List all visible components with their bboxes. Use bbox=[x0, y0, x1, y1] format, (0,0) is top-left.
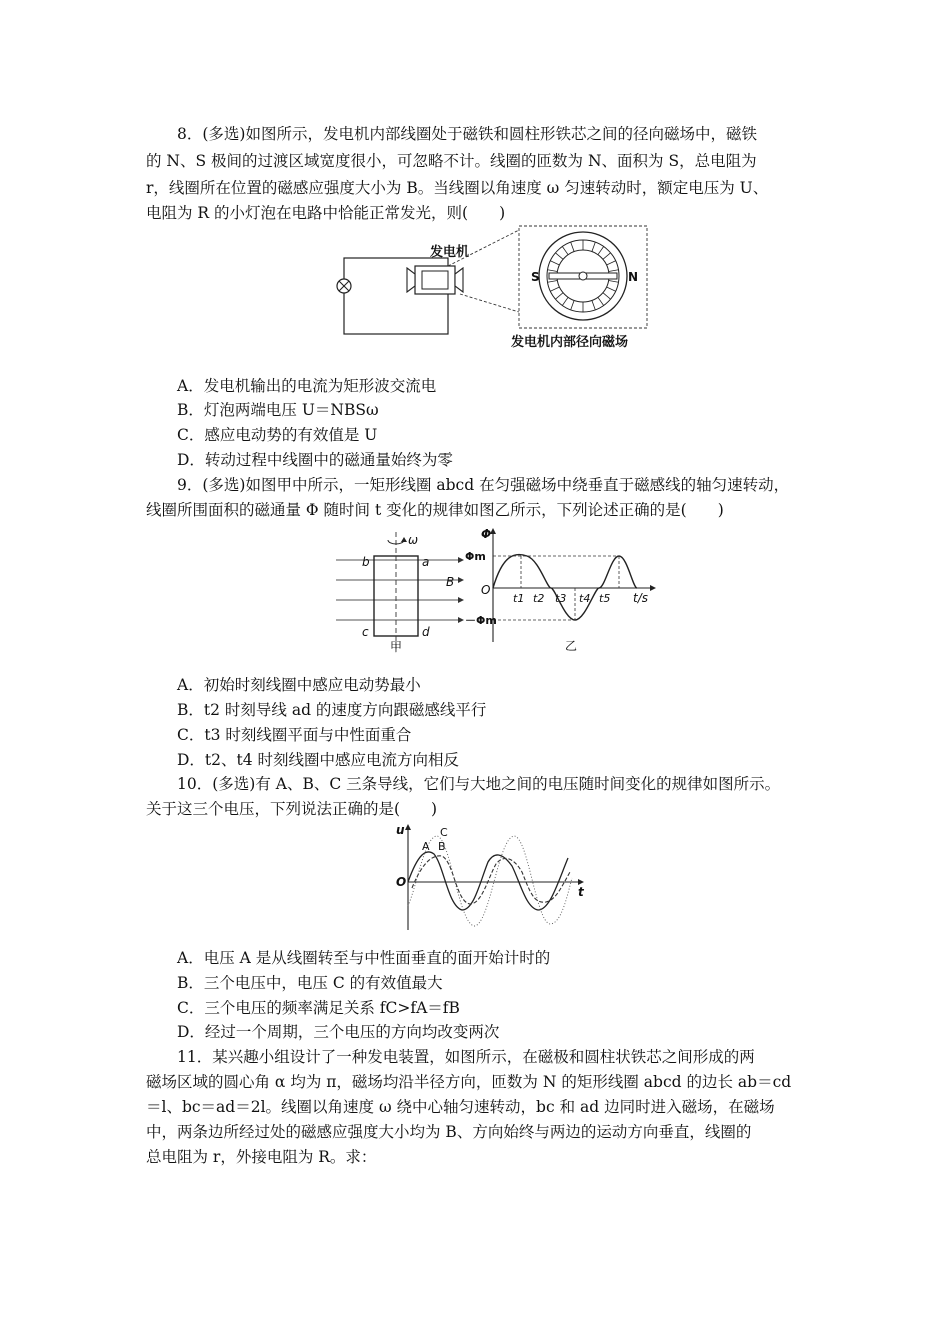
ts-axis-label: t/s bbox=[633, 591, 648, 605]
q11-line-1: 11．某兴趣小组设计了一种发电装置，如图所示，在磁极和圆柱状铁芯之间形成的两 bbox=[177, 1048, 755, 1066]
curve-c-label: C bbox=[440, 826, 448, 839]
q10-option-b: B．三个电压中，电压 C 的有效值最大 bbox=[177, 974, 443, 992]
generator-label: 发电机 bbox=[430, 245, 470, 260]
t-axis-label: t bbox=[578, 885, 584, 899]
q9-option-d: D．t2、t4 时刻线圈中感应电流方向相反 bbox=[177, 751, 460, 769]
phim-label: Φm bbox=[465, 550, 486, 563]
phi-axis-label: Φ bbox=[481, 527, 492, 541]
t5-label: t5 bbox=[599, 592, 611, 605]
s-pole-label: S bbox=[531, 270, 540, 284]
n-pole-label: N bbox=[628, 270, 639, 284]
curve-a-label: A bbox=[422, 840, 430, 853]
q9-option-c: C．t3 时刻线圈平面与中性面重合 bbox=[177, 726, 412, 744]
omega-label: ω bbox=[408, 533, 419, 547]
curve-b-label: B bbox=[438, 840, 446, 853]
flux-graph bbox=[465, 524, 660, 660]
fig-yi-caption: 乙 bbox=[565, 639, 578, 653]
q9-option-a: A．初始时刻线圈中感应电动势最小 bbox=[177, 676, 421, 694]
generator-figure bbox=[330, 224, 660, 358]
corner-d-label: d bbox=[422, 625, 430, 639]
q9-option-b: B．t2 时刻导线 ad 的速度方向跟磁感线平行 bbox=[177, 701, 487, 719]
q11-line-5: 总电阻为 r，外接电阻为 R。求： bbox=[146, 1148, 377, 1166]
q8-option-b: B．灯泡两端电压 U＝NBSω bbox=[177, 401, 379, 419]
q8-option-d: D．转动过程中线圈中的磁通量始终为零 bbox=[177, 451, 453, 469]
q9-line-1: 9．(多选)如图甲中所示，一矩形线圈 abcd 在匀强磁场中绕垂直于磁感线的轴匀速转动， bbox=[177, 476, 790, 494]
t3-label: t3 bbox=[555, 592, 567, 605]
q8-line-3: r，线圈所在位置的磁感应强度大小为 B。当线圈以角速度 ω 匀速转动时，额定电压为 U、 bbox=[146, 179, 769, 197]
corner-a-label: a bbox=[422, 555, 430, 569]
q8-option-a: A．发电机输出的电流为矩形波交流电 bbox=[177, 377, 437, 395]
corner-c-label: c bbox=[362, 625, 369, 639]
q8-option-c: C．感应电动势的有效值是 U bbox=[177, 426, 378, 444]
q8-line-1: 8．(多选)如图所示，发电机内部线圈处于磁铁和圆柱形铁芯之间的径向磁场中，磁铁 bbox=[177, 125, 757, 143]
fig-jia-caption: 甲 bbox=[390, 640, 403, 654]
q10-line-1: 10．(多选)有 A、B、C 三条导线，它们与大地之间的电压随时间变化的规律如图所示。 bbox=[177, 775, 781, 793]
q10-option-a: A．电压 A 是从线圈转至与中性面垂直的面开始计时的 bbox=[177, 949, 551, 967]
q8-line-2: 的 N、S 极间的过渡区域宽度很小，可忽略不计。线圈的匝数为 N、面积为 S，总电阻为 bbox=[146, 152, 757, 170]
generator-caption: 发电机内部径向磁场 bbox=[511, 335, 629, 350]
q11-line-2: 磁场区域的圆心角 α 均为 π，磁场均沿半径方向，匝数为 N 的矩形线圈 abcd 的边长 ab＝cd bbox=[146, 1073, 792, 1091]
coil-figure bbox=[330, 524, 470, 660]
origin-label: O bbox=[481, 583, 491, 597]
q11-line-4: 中，两条边所经过处的磁感应强度大小均为 B、方向始终与两边的运动方向垂直，线圈的 bbox=[146, 1123, 752, 1141]
q10-option-c: C．三个电压的频率满足关系 fC>fA＝fB bbox=[177, 999, 460, 1017]
neg-phim-label: －Φm bbox=[465, 614, 497, 627]
u-axis-label: u bbox=[396, 823, 405, 837]
voltage-graph bbox=[390, 822, 590, 938]
t2-label: t2 bbox=[533, 592, 545, 605]
t4-label: t4 bbox=[579, 592, 591, 605]
q10-line-2: 关于这三个电压，下列说法正确的是( ) bbox=[146, 800, 438, 818]
corner-b-label: b bbox=[362, 555, 370, 569]
q11-line-3: ＝l、bc＝ad＝2l。线圈以角速度 ω 绕中心轴匀速转动，bc 和 ad 边同时进入磁场，在磁场 bbox=[146, 1098, 775, 1116]
field-b-label: B bbox=[446, 575, 455, 589]
t1-label: t1 bbox=[513, 592, 525, 605]
origin-label: O bbox=[396, 875, 407, 889]
q10-option-d: D．经过一个周期，三个电压的方向均改变两次 bbox=[177, 1023, 500, 1041]
q9-line-2: 线圈所围面积的磁通量 Φ 随时间 t 变化的规律如图乙所示，下列论述正确的是( ) bbox=[146, 501, 724, 519]
q8-line-4: 电阻为 R 的小灯泡在电路中恰能正常发光，则( ) bbox=[146, 204, 506, 222]
